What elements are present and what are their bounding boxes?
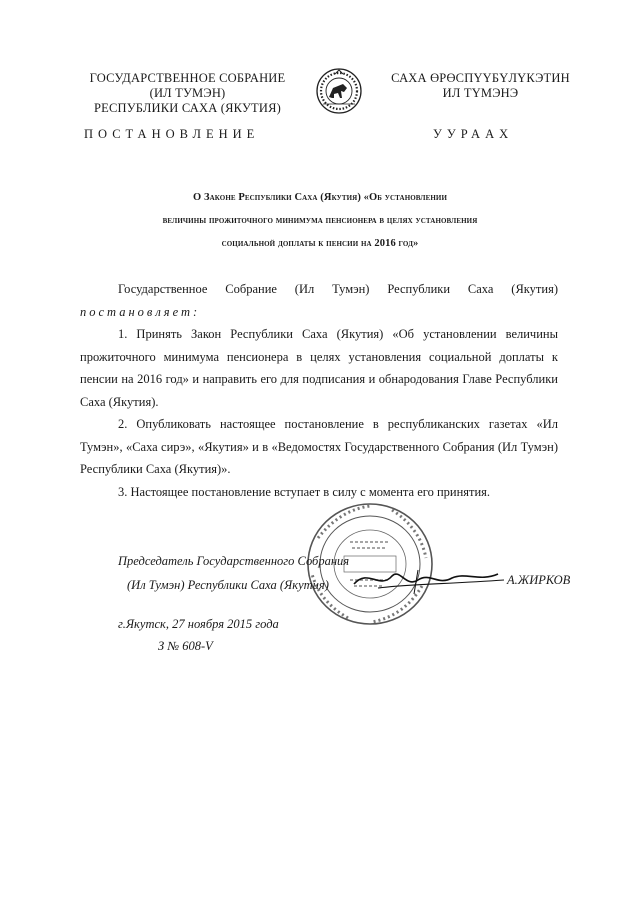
document-title bbox=[60, 186, 580, 255]
header-right-line1: САХА ӨРӨСПҮҮБҮЛҮКЭТИН bbox=[391, 71, 570, 85]
resolves-text: постановляет: bbox=[80, 304, 201, 319]
header-left-line2: (ИЛ ТУМЭН) bbox=[149, 86, 226, 100]
signatory-position-line2: (Ил Тумэн) Республики Саха (Якутия) bbox=[127, 578, 329, 592]
doc-type-right: УУРААХ bbox=[433, 127, 514, 141]
handwritten-signature bbox=[348, 560, 508, 600]
title-line2: величины прожиточного минимума пенсионера в целях установления bbox=[162, 215, 478, 226]
intro-text: Государственное Собрание (Ил Тумэн) Республики Саха (Якутия) bbox=[118, 282, 558, 296]
signatory-position bbox=[118, 549, 349, 597]
signatory-name: А.ЖИРКОВ bbox=[507, 573, 571, 587]
item-2 bbox=[80, 413, 558, 481]
item-2-text: 2. Опубликовать настоящее постановление в республиканских газетах «Ил Тумэн», «Саха сирэ», «Якутия» и в «Ведомостях Государственного Собрания (Ил Тумэн) Республики Саха (Якутия)». bbox=[80, 417, 558, 476]
doc-type-left: ПОСТАНОВЛЕНИЕ bbox=[84, 127, 260, 141]
item-3-text: 3. Настоящее постановление вступает в силу с момента его принятия. bbox=[118, 485, 491, 499]
title-line3: социальной доплаты к пенсии на 2016 год» bbox=[221, 238, 419, 249]
title-line1: О Законе Республики Саха (Якутия) «Об установлении bbox=[192, 192, 448, 203]
intro-paragraph bbox=[80, 278, 558, 323]
header-right bbox=[373, 71, 588, 101]
header-right-line2: ИЛ ТҮМЭНЭ bbox=[442, 86, 519, 100]
place-date: г.Якутск, 27 ноября 2015 года bbox=[118, 617, 279, 631]
coat-of-arms-emblem bbox=[313, 66, 365, 116]
document-number: З № 608-V bbox=[158, 639, 213, 653]
header-left-line3: РЕСПУБЛИКИ САХА (ЯКУТИЯ) bbox=[94, 101, 281, 115]
item-1-text: 1. Принять Закон Республики Саха (Якутия) «Об установлении величины прожиточного минимума пенсионера в целях установления социальной доплаты к пенсии на 2016 год» и направить его для подписания и обнародования Главе Республики Саха (Якутия). bbox=[80, 327, 558, 409]
signatory-position-line1: Председатель Государственного Собрания bbox=[118, 554, 350, 568]
header-left-line1: ГОСУДАРСТВЕННОЕ СОБРАНИЕ bbox=[89, 71, 286, 85]
item-1 bbox=[80, 323, 558, 413]
header-left bbox=[70, 71, 305, 116]
